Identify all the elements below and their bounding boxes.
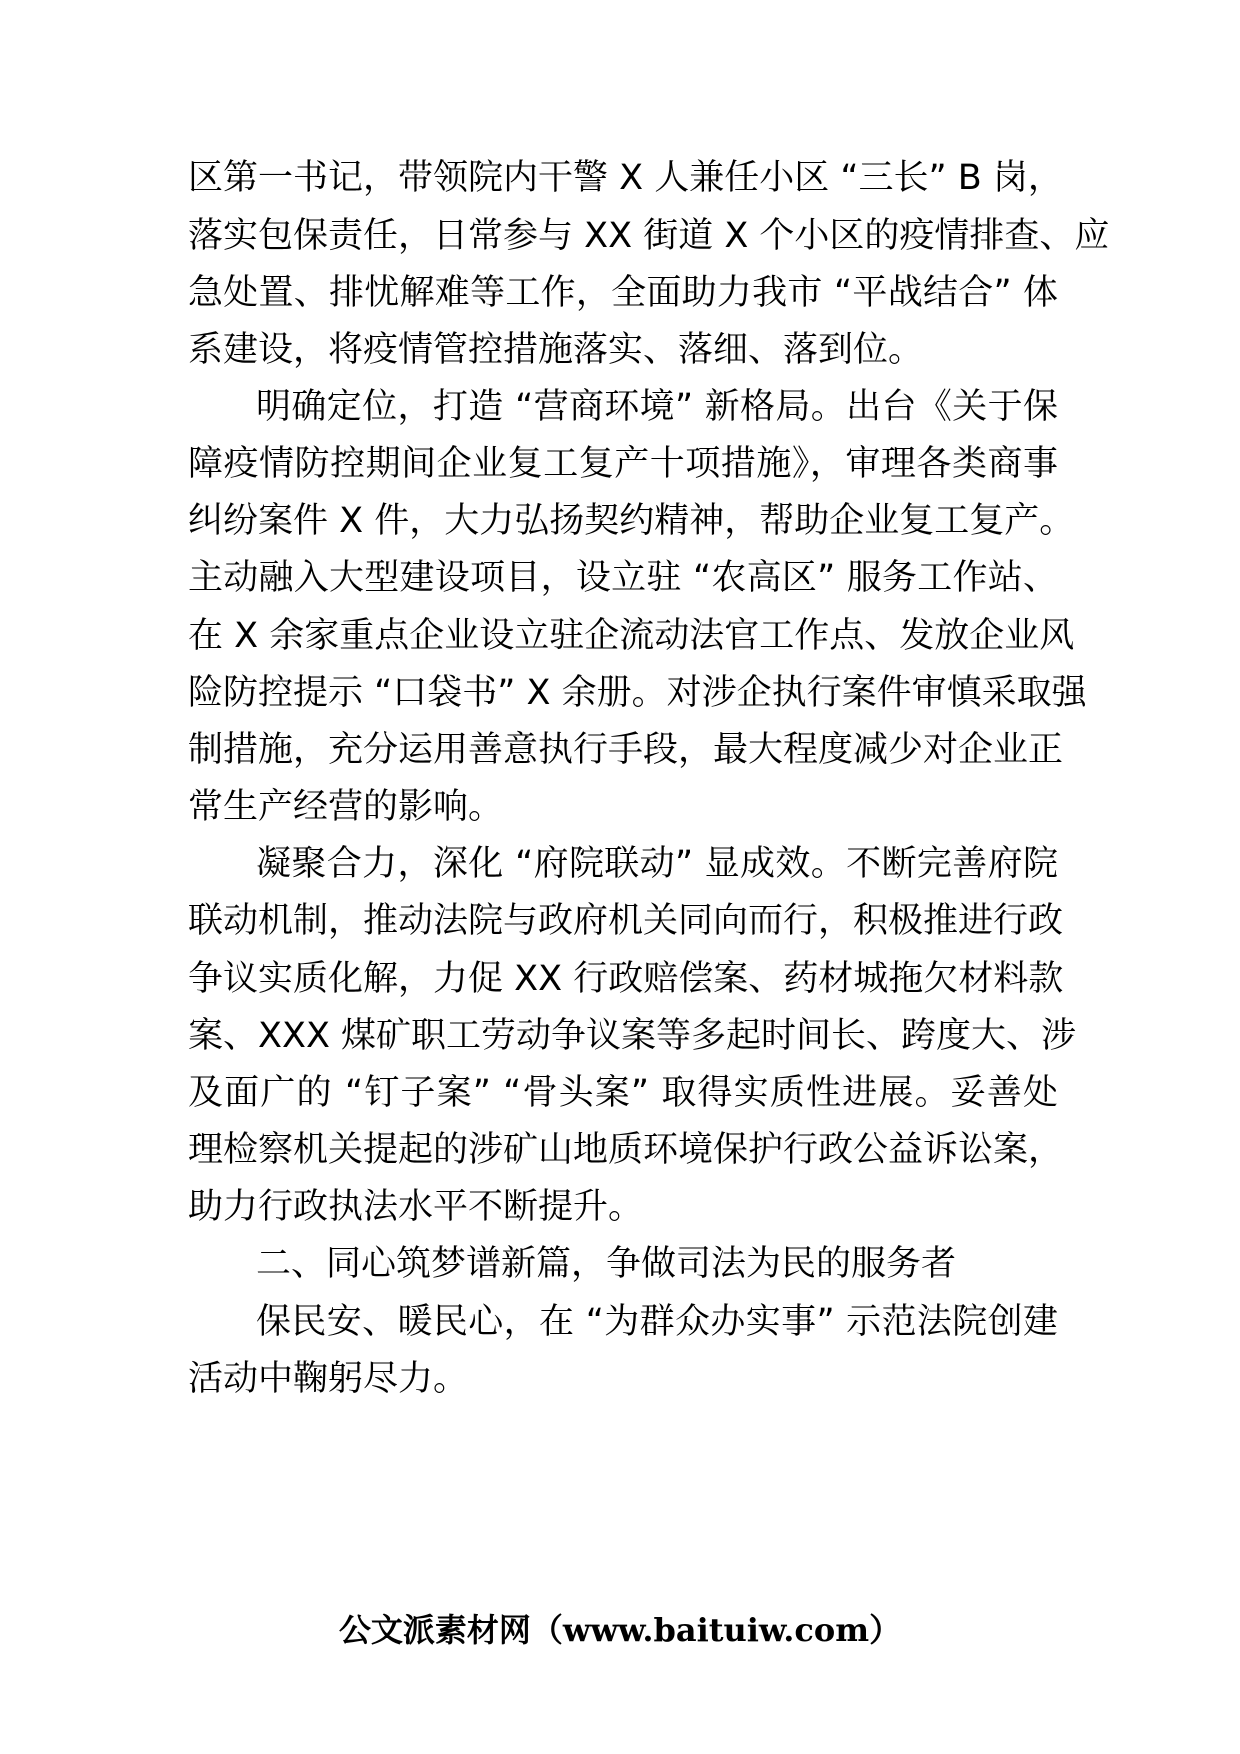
body-text-line: 常生产经营的影响。: [188, 787, 504, 827]
body-text-line: 障疫情防控期间企业复工复产十项措施》，审理各类商事: [188, 444, 1058, 484]
body-text-line: 系建设，将疫情管控措施落实、落细、落到位。: [188, 330, 924, 370]
body-text-line: 活动中鞠躬尽力。: [188, 1359, 469, 1399]
body-text-line: 险防控提示 “口袋书” X 余册。对涉企执行案件审慎采取强: [188, 673, 1087, 713]
section-heading: 二、同心筑梦谱新篇，争做司法为民的服务者: [256, 1244, 957, 1284]
body-text-line: 制措施，充分运用善意执行手段，最大程度减少对企业正: [188, 730, 1064, 770]
body-text-line: 主动融入大型建设项目，设立驻 “农高区” 服务工作站、: [188, 558, 1058, 598]
body-text-line: 争议实质化解，力促 XX 行政赔偿案、药材城拖欠材料款: [188, 959, 1064, 999]
paragraph-first-line: 明确定位，打造 “营商环境” 新格局。出台《关于保: [256, 387, 1058, 427]
paragraph-first-line: 保民安、暖民心，在 “为群众办实事” 示范法院创建: [256, 1302, 1058, 1342]
body-text-line: 案、XXX 煤矿职工劳动争议案等多起时间长、跨度大、涉: [188, 1016, 1077, 1056]
body-text-line: 纠纷案件 X 件，大力弘扬契约精神，帮助企业复工复产。: [188, 501, 1075, 541]
body-text-line: 联动机制，推动法院与政府机关同向而行，积极推进行政: [188, 901, 1064, 941]
body-text-line: 理检察机关提起的涉矿山地质环境保护行政公益诉讼案，: [188, 1130, 1064, 1170]
body-text-line: 助力行政执法水平不断提升。: [188, 1187, 644, 1227]
body-text-line: 及面广的 “钉子案” “骨头案” 取得实质性进展。妥善处: [188, 1073, 1058, 1113]
body-text-line: 区第一书记，带领院内干警 X 人兼任小区 “三长” B 岗，: [188, 158, 1063, 198]
footer-watermark: 公文派素材网（www.baituiw.com）: [338, 1611, 902, 1649]
body-text-line: 在 X 余家重点企业设立驻企流动法官工作点、发放企业风: [188, 616, 1075, 656]
body-text-line: 急处置、排忧解难等工作，全面助力我市 “平战结合” 体: [188, 273, 1058, 313]
body-text-line: 落实包保责任，日常参与 XX 街道 X 个小区的疫情排查、应: [188, 216, 1110, 256]
paragraph-first-line: 凝聚合力，深化 “府院联动” 显成效。不断完善府院: [256, 844, 1058, 884]
